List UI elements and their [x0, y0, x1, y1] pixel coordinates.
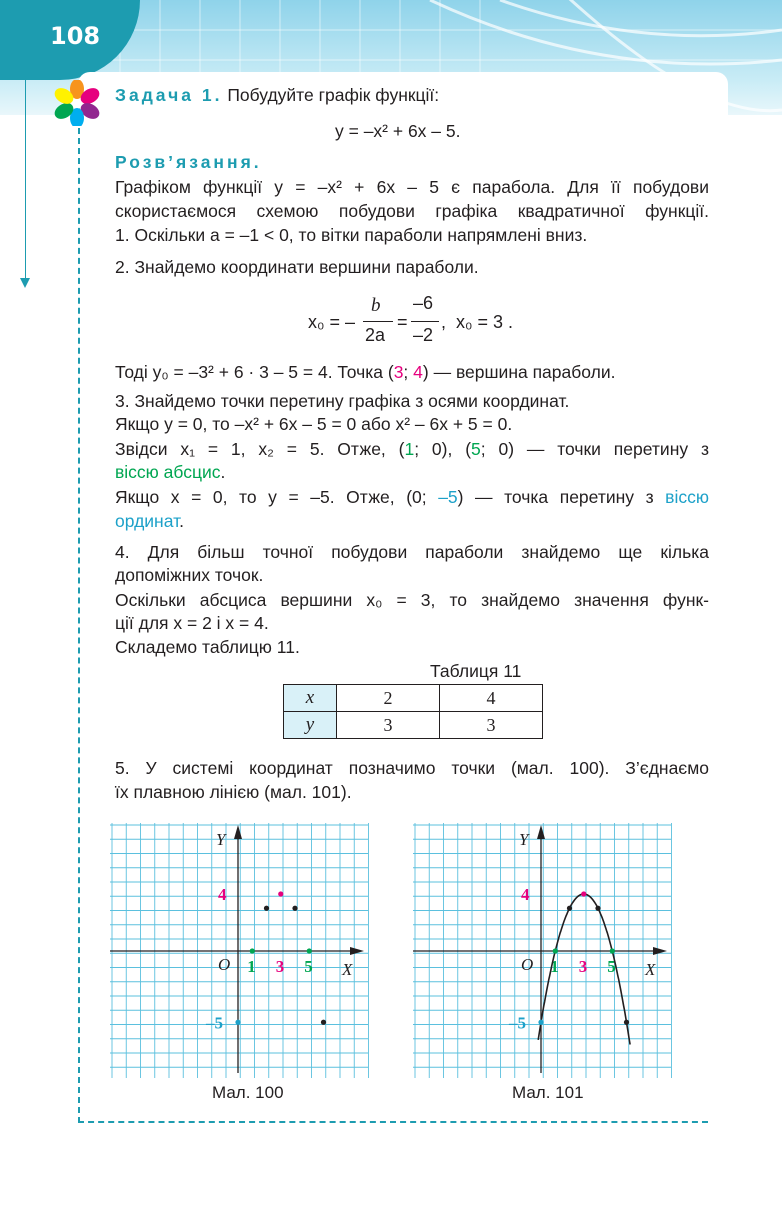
solution-heading: Розв’язання. [115, 152, 262, 172]
abscissa-axis-term: віссю абсцис [115, 462, 221, 482]
step-3b-text: Звідси x₁ = 1, x₂ = 5. Отже, ( [115, 439, 405, 459]
solution-step-4-line-4: ції для x = 2 і x = 4. [115, 613, 269, 633]
table-row [284, 712, 543, 739]
table-cell: 3 [440, 712, 543, 739]
table-cell: 4 [440, 685, 543, 712]
formula-numerator: –6 [413, 293, 434, 313]
data-point [307, 948, 312, 953]
y-tick-minus-5: –5 [509, 1013, 526, 1033]
solution-step-4-line-5: Складемо таблицю 11. [115, 637, 300, 657]
data-point [624, 1020, 629, 1025]
root-1: 1 [404, 439, 415, 459]
root-5: 5 [471, 439, 481, 459]
data-point [278, 891, 283, 896]
solution-step-3a: Якщо y = 0, то –x² + 6x – 5 = 0 або x² – 6x + 5 = 0. [115, 414, 513, 434]
vertex-y-line [115, 361, 615, 383]
x-axis-label: X [342, 960, 353, 979]
y-tick-4: 4 [218, 885, 227, 904]
task-text: Побудуйте графік функції: [227, 85, 440, 105]
data-point [581, 891, 586, 896]
solution-step-2: 2. Знайдемо координати вершини параболи. [115, 257, 479, 277]
formula-result: x₀ = 3 . [456, 312, 513, 332]
x-tick-5: 5 [607, 957, 616, 976]
data-point [553, 948, 558, 953]
table-caption: Таблиця 11 [430, 661, 522, 681]
dashed-border-bottom [78, 1121, 708, 1123]
margin-arrow-icon [20, 278, 30, 288]
dashed-border-left [78, 98, 80, 1123]
y-axis-arrow-icon [537, 825, 545, 839]
formula-lhs: x₀ = – [308, 312, 355, 332]
solution-step-5-line-2: їх плавною лінією (мал. 101). [115, 782, 352, 802]
data-point [610, 948, 615, 953]
figure-101-caption: Мал. 101 [512, 1083, 584, 1102]
y-tick-minus-5: –5 [206, 1013, 223, 1033]
formula-b: b [371, 295, 381, 316]
table-cell: 2 [337, 685, 440, 712]
x-tick-1: 1 [550, 957, 559, 976]
step-3c-dot: . [179, 511, 185, 531]
vertex-y-value: 4 [413, 362, 423, 382]
data-point [235, 1020, 240, 1025]
data-point [250, 948, 255, 953]
data-point [567, 906, 572, 911]
origin-label: O [521, 955, 534, 974]
formula-comma: , [441, 312, 447, 332]
solution-intro-2: скористаємося схемою побудови графіка квадратичної функції. [115, 201, 709, 221]
y-axis-arrow-icon [234, 825, 242, 839]
figure-100-caption: Мал. 100 [212, 1083, 284, 1102]
flower-logo-icon [52, 80, 102, 126]
solution-step-3c-cont [115, 510, 184, 532]
x-axis-label: X [645, 960, 656, 979]
solution-step-4-line-2: допоміжних точок. [115, 565, 264, 585]
data-point [264, 906, 269, 911]
formula-equals: = [397, 312, 408, 332]
solution-step-4-line-3: Оскільки абсциса вершини x₀ = 3, то знайдемо значення функ- [115, 590, 709, 610]
vertex-x-value: 3 [393, 362, 404, 382]
task-label: Задача 1. [115, 85, 223, 105]
fraction-bar-2 [411, 321, 439, 322]
y-axis-label: Y [216, 830, 226, 849]
data-point [292, 906, 297, 911]
margin-line [25, 50, 26, 282]
step-3c-mid: ) — точка перетину з [457, 487, 666, 507]
x-axis-arrow-icon [653, 947, 667, 955]
table-header-cell: x [284, 685, 337, 712]
step-3b-mid: ; 0), ( [414, 439, 472, 459]
x-tick-3: 3 [578, 957, 588, 976]
x-tick-5: 5 [304, 957, 313, 976]
step-3b-tail: ; 0) — точки перетину з [480, 439, 709, 459]
y-intercept-value: –5 [438, 487, 458, 507]
solution-step-5-line-1: 5. У системі координат позначимо точки (мал. 100). З’єднаємо [115, 758, 709, 778]
solution-step-3b-cont [115, 461, 225, 483]
figure-101-graph [413, 823, 673, 1078]
page-number: 108 [50, 22, 101, 50]
ordinate-axis-term-2: ординат [115, 511, 180, 531]
data-point [595, 906, 600, 911]
task-line [115, 84, 439, 106]
ordinate-axis-term-1: віссю [665, 487, 709, 507]
y-axis-label: Y [519, 830, 529, 849]
data-point [321, 1020, 326, 1025]
y-tick-4: 4 [521, 885, 530, 904]
figure-100-graph [110, 823, 370, 1078]
table-header-cell: y [284, 712, 337, 739]
vertex-x-formula [308, 292, 548, 352]
solution-step-3c [115, 486, 709, 508]
origin-label: O [218, 955, 231, 974]
x-tick-1: 1 [247, 957, 256, 976]
table-cell: 3 [337, 712, 440, 739]
solution-intro-1: Графіком функції y = –x² + 6x – 5 є парабола. Для її побудови [115, 177, 709, 197]
formula-denominator: –2 [413, 325, 434, 345]
values-table [283, 684, 543, 739]
step-3c-text: Якщо x = 0, то y = –5. Отже, (0; [115, 487, 439, 507]
data-point [538, 1020, 543, 1025]
solution-step-4-line-1: 4. Для більш точної побудови параболи знайдемо ще кілька [115, 542, 709, 562]
x-axis-arrow-icon [350, 947, 364, 955]
fraction-bar-1 [363, 321, 393, 322]
x-tick-3: 3 [275, 957, 285, 976]
solution-step-3b [115, 438, 709, 460]
solution-step-3: 3. Знайдемо точки перетину графіка з осями координат. [115, 391, 570, 411]
formula-2a: 2a [365, 325, 386, 345]
vertex-y-tail: ) — вершина параболи. [422, 362, 616, 382]
table-row [284, 685, 543, 712]
vertex-separator: ; [403, 362, 414, 382]
solution-step-1: 1. Оскільки a = –1 < 0, то вітки параболи напрямлені вниз. [115, 225, 588, 245]
task-formula: y = –x² + 6x – 5. [335, 121, 461, 141]
step-3b-dot: . [220, 462, 226, 482]
vertex-y-text: Тоді y₀ = –3² + 6 · 3 – 5 = 4. Точка ( [115, 362, 394, 382]
